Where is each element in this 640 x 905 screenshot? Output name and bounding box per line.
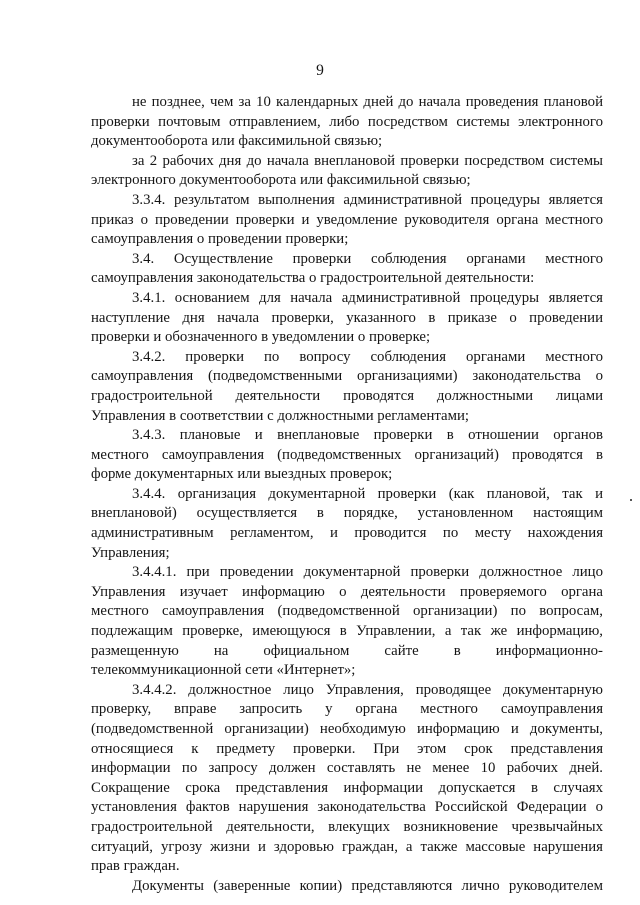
- text-line: самоуправления законодательства о градостроительной деятельности:: [91, 270, 535, 287]
- text-line: 3.4.3. плановые и внеплановые проверки в отношении органов: [132, 427, 603, 444]
- text-line: самоуправления (подведомственными организациями) законодательства о: [91, 368, 603, 385]
- text-line: размещенную на официальном сайте в информационно-: [91, 642, 603, 659]
- text-line: 3.4. Осуществление проверки соблюдения органами местного: [132, 250, 603, 267]
- text-line: проверки почтовым отправлением, либо посредством системы электронного: [91, 113, 603, 130]
- text-line: подлежащим проверке, имеющуюся в Управлении, а так же информацию,: [91, 623, 603, 640]
- text-line: проверку, вправе запросить у органа местного самоуправления: [91, 701, 603, 718]
- text-line: Документы (заверенные копии) представляются лично руководителем: [132, 877, 603, 894]
- text-line: градостроительной деятельности проводятся должностными лицами: [91, 387, 603, 404]
- margin-mark: [630, 499, 632, 501]
- text-line: наступление дня начала проверки, указанного в приказе о проведении: [91, 309, 603, 326]
- text-line: телекоммуникационной сети «Интернет»;: [91, 662, 356, 679]
- text-line: (подведомственной организации) необходимую информацию и документы,: [91, 721, 603, 737]
- text-line: местного самоуправления (подведомственных организаций) проводятся в: [91, 446, 603, 463]
- text-line: 3.4.4.2. должностное лицо Управления, проводящее документарную: [132, 681, 603, 698]
- text-line: документооборота или факсимильной связью;: [91, 133, 383, 150]
- text-line: установления фактов нарушения законодательства Российской Федерации о: [91, 799, 603, 816]
- text-line: местного самоуправления (подведомственной организации) по вопросам,: [91, 603, 603, 620]
- page-number: 9: [316, 62, 324, 79]
- text-line: градостроительной деятельности, влекущих возникновение чрезвычайных: [91, 818, 603, 835]
- text-line: Сокращение срока представления информации допускается в случаях: [91, 779, 603, 796]
- text-line: проверки и обозначенного в уведомлении о проверке;: [91, 329, 431, 346]
- text-line: Управления в соответствии с должностными регламентами;: [91, 407, 469, 424]
- document-body: [91, 93, 603, 896]
- text-line: 3.3.4. результатом выполнения административной процедуры является: [132, 191, 603, 208]
- text-line: 3.4.4. организация документарной проверки (как плановой, так и: [132, 485, 603, 502]
- text-line: не позднее, чем за 10 календарных дней до начала проведения плановой: [132, 94, 603, 110]
- text-line: относящиеся к предмету проверки. При этом срок представления: [91, 740, 603, 757]
- text-line: электронного документооборота или факсимильной связью;: [91, 172, 471, 189]
- text-line: административным регламентом, и проводится по месту нахождения: [91, 525, 603, 542]
- text-line: форме документарных или выездных проверок;: [91, 466, 393, 483]
- text-line: за 2 рабочих дня до начала внеплановой проверки посредством системы: [132, 152, 603, 169]
- text-line: прав граждан.: [91, 858, 180, 875]
- text-line: самоуправления о проведении проверки;: [91, 231, 349, 248]
- text-line: 3.4.2. проверки по вопросу соблюдения органами местного: [132, 348, 603, 365]
- text-line: приказ о проведении проверки и уведомление руководителя органа местного: [91, 211, 603, 228]
- text-line: 3.4.4.1. при проведении документарной проверки должностное лицо: [132, 564, 603, 581]
- text-line: информации по запросу должен составлять не менее 10 рабочих дней.: [91, 760, 603, 777]
- text-line: 3.4.1. основанием для начала административной процедуры является: [132, 289, 603, 306]
- text-line: Управления изучает информацию о деятельности проверяемого органа: [91, 583, 603, 600]
- text-line: ситуаций, угрозу жизни и здоровью граждан, а также массовые нарушения: [91, 838, 603, 855]
- text-line: внеплановой) осуществляется в порядке, установленном настоящим: [91, 505, 603, 522]
- text-line: Управления;: [91, 544, 170, 561]
